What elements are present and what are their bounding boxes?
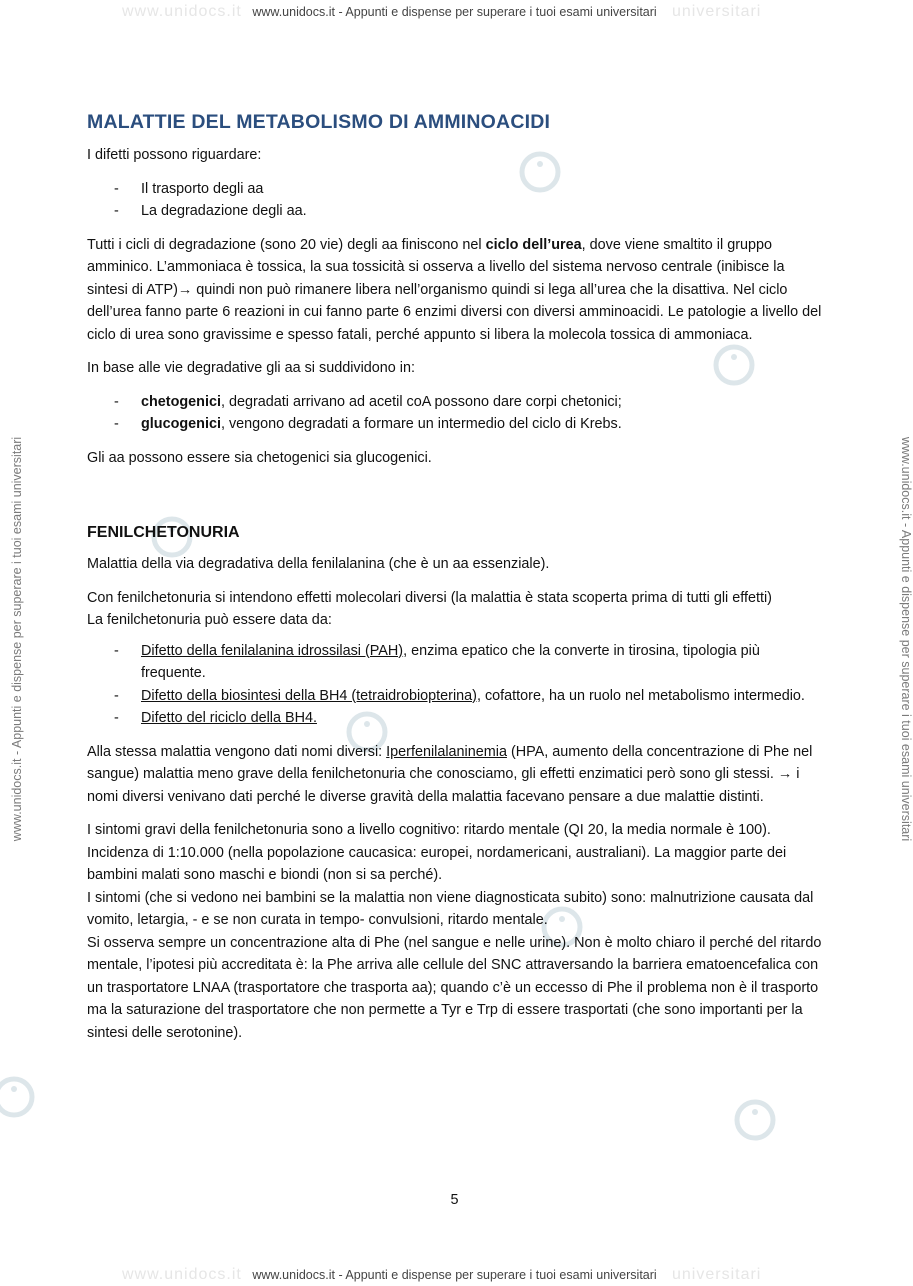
causes-list [87, 640, 827, 730]
watermark-ghost-right-bottom: universitari [672, 1266, 762, 1283]
classification-intro: In base alle vie degradative gli aa si suddividono in: [87, 360, 415, 376]
watermark-bottom: www.unidocs.it - Appunti e dispense per superare i tuoi esami universitari [252, 1268, 657, 1282]
urea-paragraph: Tutti i cicli di degradazione (sono 20 vie) degli aa finiscono nel ciclo dell’urea, dove viene smaltito il gruppo amminico. L’ammoniaca è tossica, la sua tossicità si osserva a livello del sistema nervoso centrale (inibisce la sintesi di ATP)→ quindi non può rimanere libera nell’organismo quindi si lega all’urea che la disattiva. Nel ciclo dell’urea fanno parte 6 reazioni in cui fanno parte 6 enzimi diversi con diversi amminoacidi. Le patologie a livello del ciclo di urea sono gravissime e spesso fatali, perché appunto si libera la molecola tossica di ammoniaca. [87, 236, 822, 343]
list-item: - Difetto della fenilalanina idrossilasi (PAH), enzima epatico che la converte in tirosina, tipologia più frequente. [114, 642, 760, 681]
unidocs-logo-icon [733, 1098, 777, 1142]
page-title: MALATTIE DEL METABOLISMO DI AMMINOACIDI [87, 111, 551, 133]
hpa-paragraph: Alla stessa malattia vengono dati nomi diversi: Iperfenilalaninemia (HPA, aumento della concentrazione di Phe nel sangue) malattia meno grave della fenilchetonuria che conosciamo, gli effetti enzimatici però sono gli stessi. → i nomi diversi venivano dati perché le diverse gravità della malattia facevano pensare a due malattie distinti. [87, 743, 813, 805]
list-item: - chetogenici, degradati arrivano ad acetil coA possono dare corpi chetonici; [114, 393, 622, 410]
unidocs-logo-icon [0, 1075, 36, 1119]
watermark-top: www.unidocs.it - Appunti e dispense per superare i tuoi esami universitari [252, 5, 657, 19]
watermark-right-side: www.unidocs.it - Appunti e dispense per superare i tuoi esami universitari [899, 436, 913, 842]
watermark-ghost-left-bottom: www.unidocs.it [122, 1266, 242, 1283]
watermark-ghost-right: universitari [672, 3, 762, 20]
list-item: - glucogenici, vengono degradati a formare un intermedio del ciclo di Krebs. [114, 416, 622, 432]
watermark-ghost-left: www.unidocs.it [122, 3, 242, 20]
page-number: 5 [450, 1192, 459, 1208]
both-text: Gli aa possono essere sia chetogenici sia glucogenici. [87, 449, 432, 466]
section-title-pku: FENILCHETONURIA [87, 524, 240, 541]
pku-definition: Malattia della via degradativa della fenilalanina (che è un aa essenziale). [87, 556, 550, 572]
document-body [87, 108, 827, 1055]
pku-effects: Con fenilchetonuria si intendono effetti molecolari diversi (la malattia è stata scoperta prima di tutti gli effetti) La fenilchetonuria può essere data da: [87, 589, 772, 628]
list-item: - Difetto del riciclo della BH4. [114, 710, 317, 726]
list-item: - Difetto della biosintesi della BH4 (tetraidrobiopterina), cofattore, ha un ruolo nel metabolismo intermedio. [114, 687, 805, 704]
list-item: - La degradazione degli aa. [114, 203, 307, 219]
watermark-left-side: www.unidocs.it - Appunti e dispense per superare i tuoi esami universitari [10, 436, 24, 842]
intro-text: I difetti possono riguardare: [87, 147, 262, 163]
symptoms-paragraph: I sintomi gravi della fenilchetonuria sono a livello cognitivo: ritardo mentale (QI 20, la media normale è 100). Incidenza di 1:10.000 (nella popolazione caucasica: europei, nordamericani, australiani). La maggior parte dei bambini malati sono maschi e biondi (non si sa perché). I sintomi (che si vedono nei bambini se la malattia non viene diagnosticata subito) sono: malnutrizione causata dal vomito, letargia, - e se non curata in tempo- convulsioni, ritardo mentale. Si osserva sempre un concentrazione alta di Phe (nel sangue e nelle urine). Non è molto chiaro il perché del ritardo mentale, l’ipotesi più accreditata è: la Phe arriva alle cellule del SNC attraversando la barriera ematoencefalica con un trasportatore LNAA (trasportatore che trasporta aa); quando c’è un eccesso di Phe il problema non è il trasporto ma la saturazione del trasportatore che non permette a Tyr e Trp di essere trasportati (che sono importanti per la sintesi delle serotonine). [87, 822, 822, 1041]
list-item: - Il trasporto degli aa [114, 180, 264, 197]
classification-list [87, 391, 827, 436]
defects-list [87, 178, 827, 223]
